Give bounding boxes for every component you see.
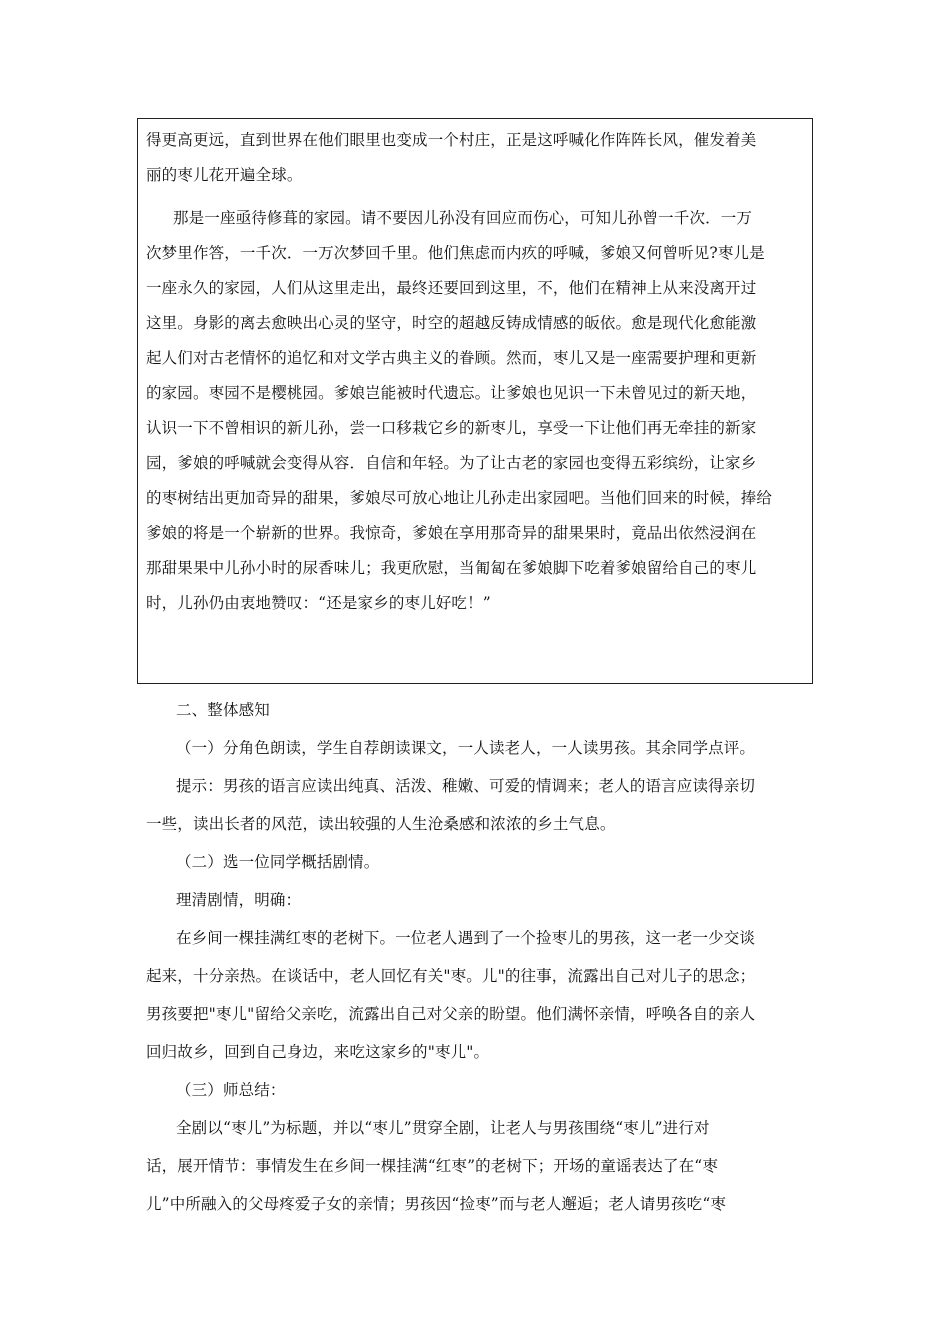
passage-line: 那甜果果中儿孙小时的尿香味儿；我更欣慰，当匍匐在爹娘脚下吃着爹娘留给自己的枣儿	[146, 559, 757, 577]
passage-line: 起人们对古老情怀的追忆和对文学古典主义的眷顾。然而，枣儿又是一座需要护理和更新	[146, 349, 757, 367]
part3-line: 全剧以“枣儿”为标题，并以“枣儿”贯穿全剧，让老人与男孩围绕“枣儿”进行对	[176, 1119, 710, 1137]
passage-line: 认识一下不曾相识的新儿孙，尝一口移栽它乡的新枣儿，享受一下让他们再无牵挂的新家	[146, 419, 757, 437]
passage-line: 得更高更远，直到世界在他们眼里也变成一个村庄，正是这呼喊化作阵阵长风，催发着美	[146, 131, 757, 149]
part2-line: 回归故乡，回到自己身边，来吃这家乡的"枣儿"。	[146, 1043, 490, 1061]
boxed-passage	[137, 118, 813, 684]
part2-line: 起来，十分亲热。在谈话中，老人回忆有关"枣。儿"的往事，流露出自己对儿子的思念；	[146, 967, 756, 985]
part2-title: （二）选一位同学概括剧情。	[176, 853, 380, 871]
part1-tip: 提示：男孩的语言应读出纯真、活泼、稚嫩、可爱的情调来；老人的语言应读得亲切	[176, 777, 756, 795]
part3-line: 儿”中所融入的父母疼爱子女的亲情；男孩因“捡枣”而与老人邂逅；老人请男孩吃“枣	[146, 1195, 727, 1213]
section-body	[146, 691, 814, 1223]
passage-line: 时，儿孙仍由衷地赞叹：“还是家乡的枣儿好吃！”	[146, 594, 491, 612]
part3-line: 话，展开情节：事情发生在乡间一棵挂满“红枣”的老树下；开场的童谣表达了在“枣	[146, 1157, 718, 1175]
part2-clarify: 理清剧情，明确：	[176, 891, 302, 909]
section-heading: 二、整体感知	[176, 701, 270, 719]
passage-line: 园，爹娘的呼喊就会变得从容．自信和年轻。为了让古老的家园也变得五彩缤纷，让家乡	[146, 454, 757, 472]
part2-line: 在乡间一棵挂满红枣的老树下。一位老人遇到了一个捡枣儿的男孩，这一老一少交谈	[176, 929, 756, 947]
passage-line: 一座永久的家园，人们从这里走出，最终还要回到这里，不，他们在精神上从来没离开过	[146, 279, 757, 297]
part3-title: （三）师总结：	[176, 1081, 286, 1099]
passage-line: 次梦里作答，一千次．一万次梦回千里。他们焦虑而内疚的呼喊，爹娘又何曾听见?枣儿是	[146, 244, 765, 262]
passage-line: 这里。身影的离去愈映出心灵的坚守，时空的超越反铸成情感的皈依。愈是现代化愈能激	[146, 314, 757, 332]
passage-line: 丽的枣儿花开遍全球。	[146, 166, 303, 184]
passage-line: 爹娘的将是一个崭新的世界。我惊奇，爹娘在享用那奇异的甜果果时，竟品出依然浸润在	[146, 524, 757, 542]
part1-title: （一）分角色朗读，学生自荐朗读课文，一人读老人，一人读男孩。其余同学点评。	[176, 739, 756, 757]
passage-line: 那是一座亟待修葺的家园。请不要因儿孙没有回应而伤心，可知儿孙曾一千次．一万	[173, 209, 753, 227]
part2-line: 男孩要把"枣儿"留给父亲吃，流露出自己对父亲的盼望。他们满怀亲情，呼唤各自的亲人	[146, 1005, 756, 1023]
passage-line: 的家园。枣园不是樱桃园。爹娘岂能被时代遗忘。让爹娘也见识一下未曾见过的新天地，	[146, 384, 757, 402]
part1-tip-continued: 一些，读出长者的风范，读出较强的人生沧桑感和浓浓的乡土气息。	[146, 815, 616, 833]
paragraph-gap	[146, 193, 806, 201]
passage-line: 的枣树结出更加奇异的甜果，爹娘尽可放心地让儿孙走出家园吧。当他们回来的时候，捧给	[146, 489, 773, 507]
